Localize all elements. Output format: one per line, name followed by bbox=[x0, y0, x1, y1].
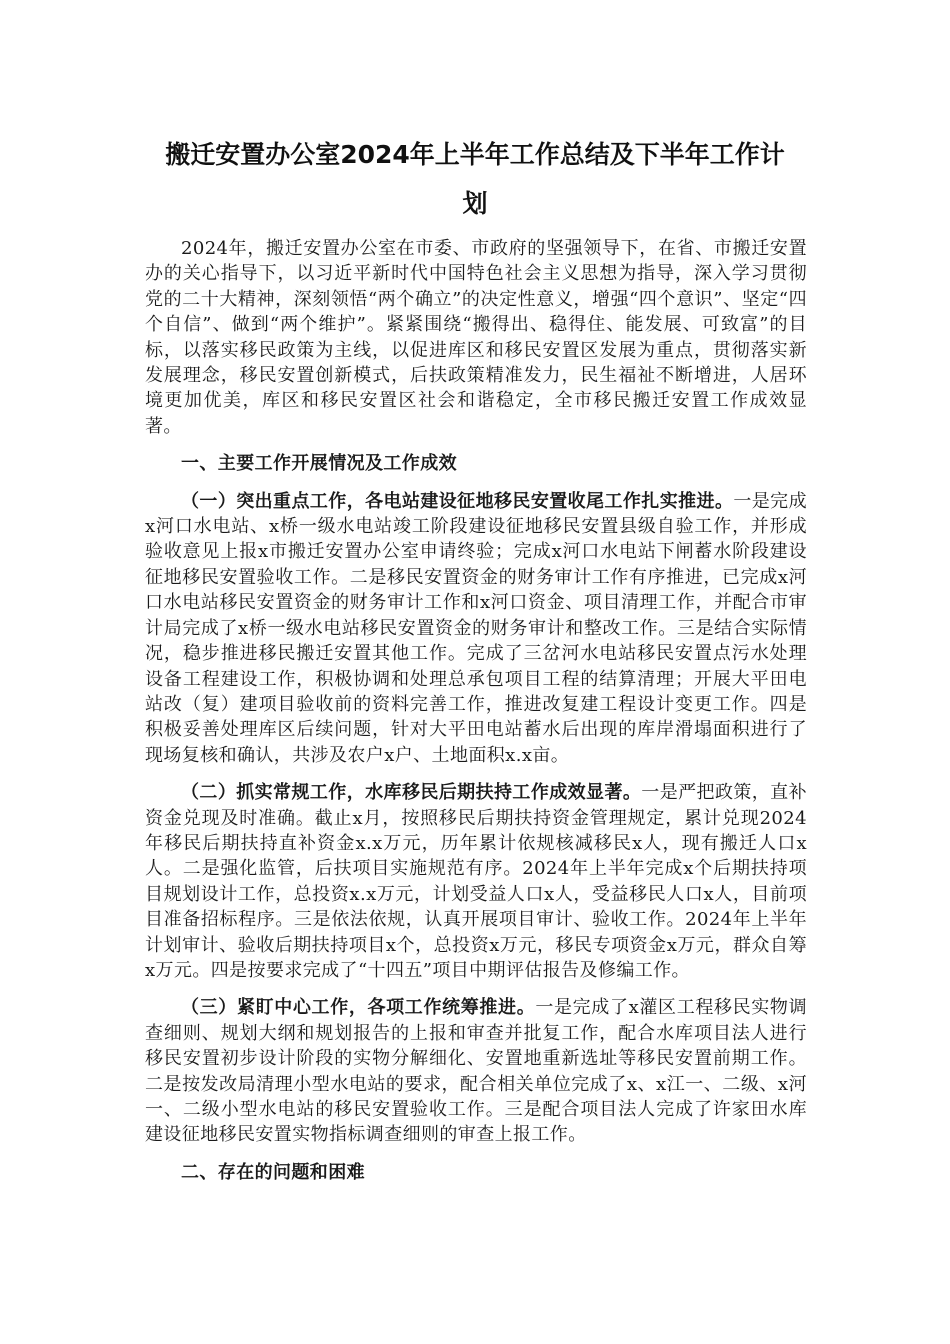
subsection-body-2: 一是严把政策，直补资金兑现及时准确。截止x月，按照移民后期扶持资金管理规定，累计兑现2024年移民后期扶持直补资金x.x万元，历年累计依规核减移民x人，现有搬迁人口x人。二是强化监管，后扶项目实施规范有序。2024年上半年完成x个后期扶持项目规划设计工作，总投资x.x万元，计划受益人口x人，受益移民人口x人，目前项目准备招标程序。三是依法依规，认真开展项目审计、验收工作。2024年上半年计划审计、验收后期扶持项目x个，总投资x万元，移民专项资金x万元，群众自筹x万元。四是按要求完成了“十四五”项目中期评估报告及修编工作。 bbox=[145, 782, 807, 981]
subsection-paragraph-2 bbox=[145, 780, 807, 983]
section-heading-2: 二、存在的问题和困难 bbox=[181, 1161, 365, 1183]
section-heading-1: 一、主要工作开展情况及工作成效 bbox=[181, 453, 457, 475]
subsection-lead-2: （二）抓实常规工作，水库移民后期扶持工作成效显著。 bbox=[181, 782, 642, 804]
document-body bbox=[145, 236, 807, 1197]
subsection-lead-3: （三）紧盯中心工作，各项工作统筹推进。 bbox=[181, 997, 536, 1019]
subsection-paragraph-1 bbox=[145, 489, 807, 768]
intro-paragraph: 2024年，搬迁安置办公室在市委、市政府的坚强领导下，在省、市搬迁安置办的关心指导下，以习近平新时代中国特色社会主义思想为指导，深入学习贯彻党的二十大精神，深刻领悟“两个确立”的决定性意义，增强“四个意识”、坚定“四个自信”、做到“两个维护”。紧紧围绕“搬得出、稳得住、能发展、可致富”的目标，以落实移民政策为主线，以促进库区和移民安置区发展为重点，贯彻落实新发展理念，移民安置创新模式，后扶政策精准发力，民生福祉不断增进，人居环境更加优美，库区和移民安置区社会和谐稳定，全市移民搬迁安置工作成效显著。 bbox=[145, 238, 807, 437]
document-title-line1: 搬迁安置办公室2024年上半年工作总结及下半年工作计 bbox=[165, 140, 785, 169]
subsection-body-3: 一是完成了x灌区工程移民实物调查细则、规划大纲和规划报告的上报和审查并批复工作，配合水库项目法人进行移民安置初步设计阶段的实物分解细化、安置地重新选址等移民安置前期工作。二是按发改局清理小型水电站的要求，配合相关单位完成了x、x江一、二级、x河一、二级小型水电站的移民安置验收工作。三是配合项目法人完成了许家田水库建设征地移民安置实物指标调查细则的审查上报工作。 bbox=[145, 997, 807, 1146]
subsection-lead-1: （一）突出重点工作，各电站建设征地移民安置收尾工作扎实推进。 bbox=[181, 490, 734, 512]
subsection-body-1: 一是完成x河口水电站、x桥一级水电站竣工阶段建设征地移民安置县级自验工作，并形成验收意见上报x市搬迁安置办公室申请终验；完成x河口水电站下闸蓄水阶段建设征地移民安置验收工作。二是移民安置资金的财务审计工作有序推进，已完成x河口水电站移民安置资金的财务审计工作和x河口资金、项目清理工作，并配合市审计局完成了x桥一级水电站移民安置资金的财务审计和整改工作。三是结合实际情况，稳步推进移民搬迁安置其他工作。完成了三岔河水电站移民安置点污水处理设备工程建设工作，积极协调和处理总承包项目工程的结算清理；开展大平田电站改（复）建项目验收前的资料完善工作，推进改复建工程设计变更工作。四是积极妥善处理库区后续问题，针对大平田电站蓄水后出现的库岸滑塌面积进行了现场复核和确认，共涉及农户x户、土地面积x.x亩。 bbox=[145, 490, 807, 766]
document-title-line2: 划 bbox=[462, 189, 488, 218]
subsection-paragraph-3 bbox=[145, 995, 807, 1147]
